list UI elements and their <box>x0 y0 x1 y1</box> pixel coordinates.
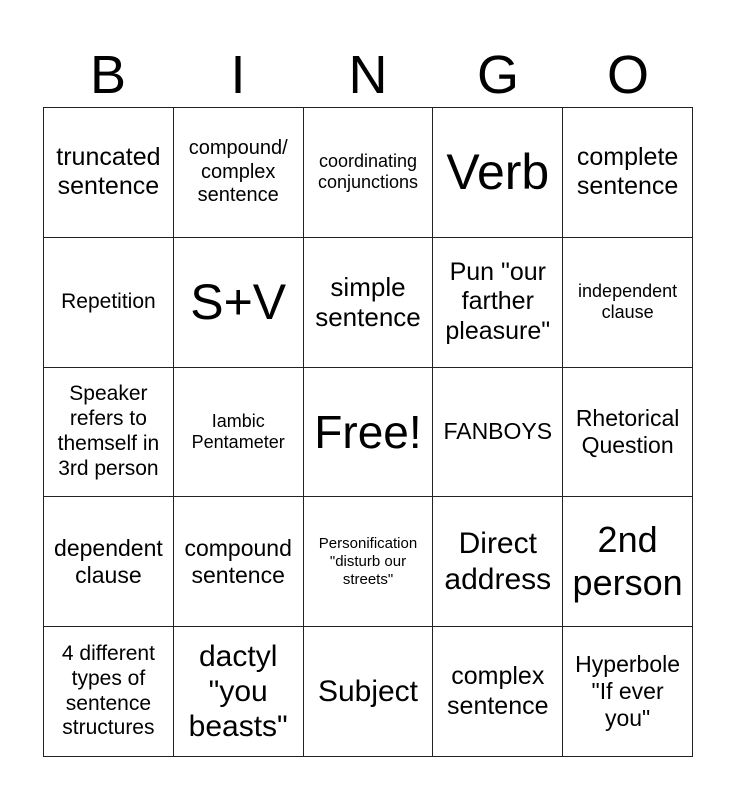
header-letter-n: N <box>348 45 388 105</box>
bingo-cell[interactable]: Repetition <box>44 238 174 368</box>
bingo-cell[interactable]: simple sentence <box>304 238 434 368</box>
header-letter-b: B <box>89 45 127 105</box>
bingo-cell[interactable]: independent clause <box>563 238 693 368</box>
header-letter-i: I <box>230 45 246 105</box>
bingo-cell[interactable]: coordinating conjunctions <box>304 108 434 238</box>
bingo-cell[interactable]: Subject <box>304 627 434 757</box>
bingo-cell[interactable]: 2nd person <box>563 497 693 627</box>
bingo-cell[interactable]: 4 different types of sentence structures <box>44 627 174 757</box>
bingo-cell[interactable]: dependent clause <box>44 497 174 627</box>
bingo-cell[interactable]: complex sentence <box>433 627 563 757</box>
free-space-cell[interactable]: Free! <box>304 368 434 498</box>
bingo-header <box>43 42 693 108</box>
bingo-cell[interactable]: Personification "disturb our streets" <box>304 497 434 627</box>
bingo-cell[interactable]: dactyl "you beasts" <box>174 627 304 757</box>
bingo-cell[interactable]: FANBOYS <box>433 368 563 498</box>
bingo-cell[interactable]: Verb <box>433 108 563 238</box>
bingo-cell[interactable]: Pun "our farther pleasure" <box>433 238 563 368</box>
header-letter-g: G <box>476 45 519 105</box>
bingo-cell[interactable]: Speaker refers to themself in 3rd person <box>44 368 174 498</box>
bingo-cell[interactable]: Direct address <box>433 497 563 627</box>
bingo-cell[interactable]: Hyperbole "If ever you" <box>563 627 693 757</box>
bingo-cell[interactable]: Rhetorical Question <box>563 368 693 498</box>
bingo-cell[interactable]: complete sentence <box>563 108 693 238</box>
bingo-grid <box>43 107 693 757</box>
bingo-cell[interactable]: Iambic Pentameter <box>174 368 304 498</box>
header-letter-o: O <box>606 45 649 105</box>
bingo-cell[interactable]: S+V <box>174 238 304 368</box>
bingo-cell[interactable]: compound sentence <box>174 497 304 627</box>
bingo-cell[interactable]: truncated sentence <box>44 108 174 238</box>
bingo-cell[interactable]: compound/ complex sentence <box>174 108 304 238</box>
